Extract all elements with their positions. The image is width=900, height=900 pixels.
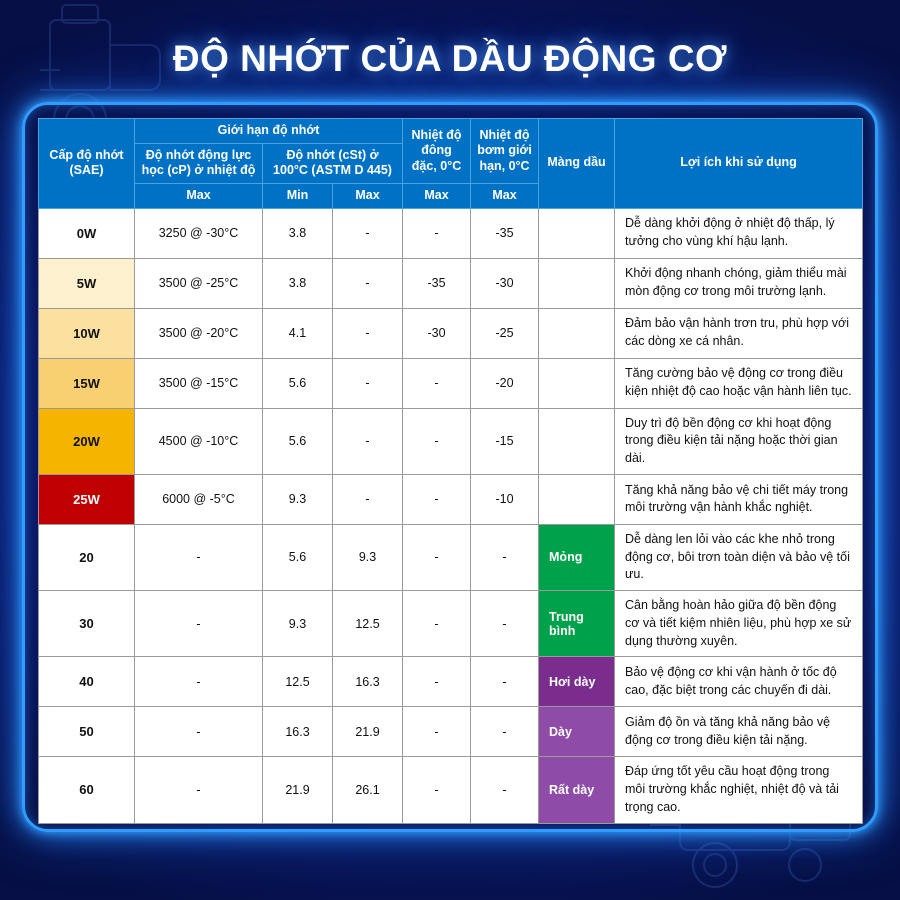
cell-benefit: Tăng cường bảo vệ động cơ trong điều kiện nhiệt độ cao hoặc vận hành liên tục. bbox=[615, 358, 863, 408]
cell-kin_max: 12.5 bbox=[333, 591, 403, 657]
cell-pump: - bbox=[471, 591, 539, 657]
cell-pour: - bbox=[403, 591, 471, 657]
cell-benefit: Dễ dàng khởi động ở nhiệt độ thấp, lý tưởng cho vùng khí hậu lạnh. bbox=[615, 208, 863, 258]
cell-pour: -30 bbox=[403, 308, 471, 358]
cell-dynamic: 3250 @ -30°C bbox=[135, 208, 263, 258]
cell-pour: - bbox=[403, 707, 471, 757]
viscosity-table bbox=[38, 118, 863, 824]
cell-kin_max: 26.1 bbox=[333, 757, 403, 823]
th-sub-max-pump: Max bbox=[471, 183, 539, 208]
th-film: Màng dầu bbox=[539, 119, 615, 209]
th-grade: Cấp độ nhớt (SAE) bbox=[39, 119, 135, 209]
cell-grade: 0W bbox=[39, 208, 135, 258]
cell-kin_min: 5.6 bbox=[263, 408, 333, 474]
table-row bbox=[39, 208, 863, 258]
table-row bbox=[39, 524, 863, 590]
table-row bbox=[39, 358, 863, 408]
cell-grade: 15W bbox=[39, 358, 135, 408]
cell-grade: 40 bbox=[39, 657, 135, 707]
cell-dynamic: 3500 @ -25°C bbox=[135, 258, 263, 308]
cell-pour: - bbox=[403, 757, 471, 823]
cell-pump: - bbox=[471, 657, 539, 707]
cell-pump: -30 bbox=[471, 258, 539, 308]
cell-grade: 30 bbox=[39, 591, 135, 657]
cell-dynamic: - bbox=[135, 524, 263, 590]
table-row bbox=[39, 474, 863, 524]
cell-dynamic: - bbox=[135, 657, 263, 707]
cell-kin_min: 9.3 bbox=[263, 474, 333, 524]
cell-benefit: Duy trì độ bền động cơ khi hoạt động trong điều kiện tải nặng hoặc thời gian dài. bbox=[615, 408, 863, 474]
th-pump-limit: Nhiệt độ bơm giới hạn, 0°C bbox=[471, 119, 539, 184]
cell-dynamic: 3500 @ -20°C bbox=[135, 308, 263, 358]
cell-film: Trung bình bbox=[539, 591, 615, 657]
cell-film bbox=[539, 408, 615, 474]
cell-kin_min: 3.8 bbox=[263, 208, 333, 258]
cell-pump: -25 bbox=[471, 308, 539, 358]
th-sub-max-kin: Max bbox=[333, 183, 403, 208]
cell-pour: - bbox=[403, 408, 471, 474]
table-row bbox=[39, 657, 863, 707]
viscosity-table-container bbox=[38, 118, 862, 824]
cell-film bbox=[539, 474, 615, 524]
cell-film: Rất dày bbox=[539, 757, 615, 823]
cell-pour: - bbox=[403, 524, 471, 590]
cell-pour: - bbox=[403, 208, 471, 258]
cell-pump: -10 bbox=[471, 474, 539, 524]
cell-benefit: Tăng khả năng bảo vệ chi tiết máy trong môi trường vận hành khắc nghiệt. bbox=[615, 474, 863, 524]
cell-dynamic: - bbox=[135, 591, 263, 657]
cell-kin_max: 9.3 bbox=[333, 524, 403, 590]
cell-dynamic: 6000 @ -5°C bbox=[135, 474, 263, 524]
cell-dynamic: - bbox=[135, 707, 263, 757]
table-row bbox=[39, 308, 863, 358]
cell-grade: 10W bbox=[39, 308, 135, 358]
table-header bbox=[39, 119, 863, 209]
cell-grade: 50 bbox=[39, 707, 135, 757]
th-pour-point: Nhiệt độ đông đặc, 0°C bbox=[403, 119, 471, 184]
cell-kin_min: 4.1 bbox=[263, 308, 333, 358]
cell-kin_max: - bbox=[333, 208, 403, 258]
cell-kin_max: - bbox=[333, 474, 403, 524]
cell-film bbox=[539, 258, 615, 308]
cell-film bbox=[539, 358, 615, 408]
cell-benefit: Khởi động nhanh chóng, giảm thiểu mài mòn động cơ trong môi trường lạnh. bbox=[615, 258, 863, 308]
cell-grade: 5W bbox=[39, 258, 135, 308]
th-sub-max-dynamic: Max bbox=[135, 183, 263, 208]
cell-kin_min: 5.6 bbox=[263, 358, 333, 408]
cell-film: Mỏng bbox=[539, 524, 615, 590]
cell-benefit: Đảm bảo vận hành trơn tru, phù hợp với các dòng xe cá nhân. bbox=[615, 308, 863, 358]
cell-pump: -20 bbox=[471, 358, 539, 408]
cell-grade: 25W bbox=[39, 474, 135, 524]
cell-film: Dày bbox=[539, 707, 615, 757]
cell-kin_max: 21.9 bbox=[333, 707, 403, 757]
table-body bbox=[39, 208, 863, 823]
th-kinematic: Độ nhớt (cSt) ở 100°C (ASTM D 445) bbox=[263, 143, 403, 183]
cell-grade: 60 bbox=[39, 757, 135, 823]
cell-kin_max: 16.3 bbox=[333, 657, 403, 707]
cell-kin_max: - bbox=[333, 408, 403, 474]
cell-kin_min: 5.6 bbox=[263, 524, 333, 590]
cell-pour: - bbox=[403, 657, 471, 707]
cell-dynamic: 3500 @ -15°C bbox=[135, 358, 263, 408]
th-dynamic: Độ nhớt động lực học (cP) ở nhiệt độ bbox=[135, 143, 263, 183]
cell-kin_min: 12.5 bbox=[263, 657, 333, 707]
cell-pump: - bbox=[471, 524, 539, 590]
th-limits-group: Giới hạn độ nhớt bbox=[135, 119, 403, 144]
cell-pour: - bbox=[403, 358, 471, 408]
cell-pump: -35 bbox=[471, 208, 539, 258]
cell-kin_max: - bbox=[333, 258, 403, 308]
cell-benefit: Dễ dàng len lỏi vào các khe nhỏ trong động cơ, bôi trơn toàn diện và bảo vệ tối ưu. bbox=[615, 524, 863, 590]
cell-benefit: Bảo vệ động cơ khi vận hành ở tốc độ cao, đặc biệt trong các chuyến đi dài. bbox=[615, 657, 863, 707]
th-benefit: Lợi ích khi sử dụng bbox=[615, 119, 863, 209]
cell-film bbox=[539, 308, 615, 358]
cell-kin_min: 16.3 bbox=[263, 707, 333, 757]
cell-kin_min: 9.3 bbox=[263, 591, 333, 657]
table-row bbox=[39, 591, 863, 657]
cell-pour: -35 bbox=[403, 258, 471, 308]
table-row bbox=[39, 707, 863, 757]
cell-pump: - bbox=[471, 707, 539, 757]
cell-benefit: Đáp ứng tốt yêu cầu hoạt động trong môi trường khắc nghiệt, nhiệt độ và tải trọng cao. bbox=[615, 757, 863, 823]
cell-grade: 20W bbox=[39, 408, 135, 474]
table-row bbox=[39, 258, 863, 308]
cell-kin_max: - bbox=[333, 358, 403, 408]
cell-kin_max: - bbox=[333, 308, 403, 358]
cell-benefit: Giảm độ ồn và tăng khả năng bảo vệ động cơ trong điều kiện tải nặng. bbox=[615, 707, 863, 757]
cell-film: Hơi dày bbox=[539, 657, 615, 707]
page-title: ĐỘ NHỚT CỦA DẦU ĐỘNG CƠ bbox=[172, 38, 728, 79]
th-sub-max-pour: Max bbox=[403, 183, 471, 208]
cell-grade: 20 bbox=[39, 524, 135, 590]
cell-film bbox=[539, 208, 615, 258]
header-row-1 bbox=[39, 119, 863, 144]
cell-kin_min: 3.8 bbox=[263, 258, 333, 308]
table-row bbox=[39, 757, 863, 823]
cell-dynamic: 4500 @ -10°C bbox=[135, 408, 263, 474]
cell-pump: - bbox=[471, 757, 539, 823]
table-row bbox=[39, 408, 863, 474]
cell-kin_min: 21.9 bbox=[263, 757, 333, 823]
cell-benefit: Cân bằng hoàn hảo giữa độ bền động cơ và tiết kiệm nhiên liệu, phù hợp xe sử dụng thường xuyên. bbox=[615, 591, 863, 657]
cell-dynamic: - bbox=[135, 757, 263, 823]
cell-pump: -15 bbox=[471, 408, 539, 474]
cell-pour: - bbox=[403, 474, 471, 524]
th-sub-min-kin: Min bbox=[263, 183, 333, 208]
